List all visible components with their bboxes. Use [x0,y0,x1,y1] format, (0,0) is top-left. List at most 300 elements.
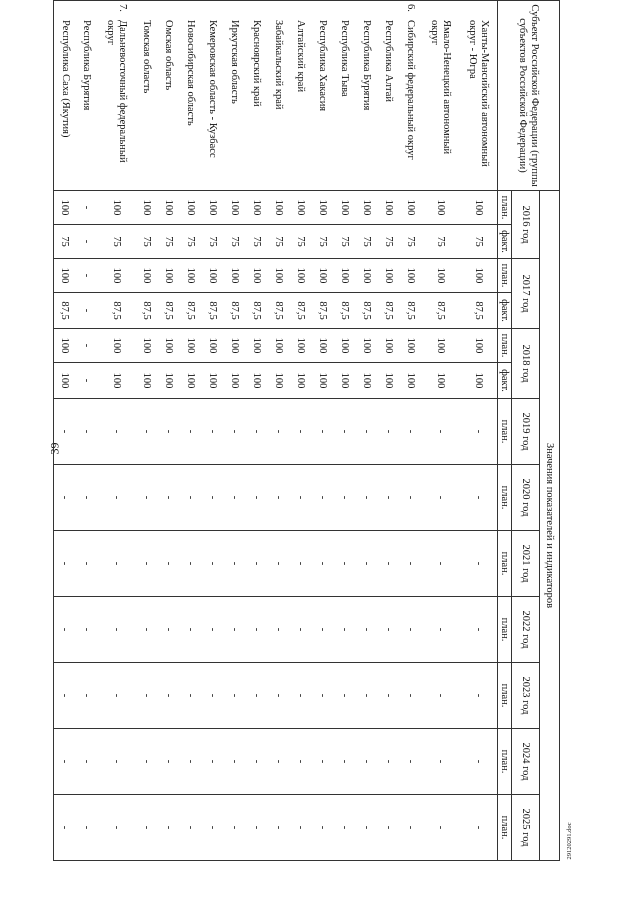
table-row [268,1,290,861]
value-cell: - [136,663,158,729]
year-header: 2024 год [512,729,540,795]
value-cell: - [460,597,498,663]
value-cell: - [136,399,158,465]
value-cell: - [460,795,498,861]
value-cell: 100 [98,259,136,293]
value-cell: 75 [290,225,312,259]
value-cell: 75 [98,225,136,259]
value-cell: - [422,729,460,795]
value-cell: 100 [422,259,460,293]
value-cell: 75 [224,225,246,259]
value-cell: 100 [246,191,268,225]
value-cell: 100 [54,329,76,363]
value-cell: - [460,663,498,729]
year-header: 2018 год [512,329,540,399]
value-cell: 75 [158,225,180,259]
year-header: 2017 год [512,259,540,329]
value-cell: - [158,465,180,531]
value-cell: - [224,729,246,795]
subject-name: Ямало-Ненецкий автономный округ [429,20,453,155]
value-cell: 100 [224,259,246,293]
value-cell: 100 [158,363,180,399]
subject-cell [400,1,422,191]
value-cell: 100 [54,259,76,293]
subject-cell [312,1,334,191]
value-cell: - [76,329,98,363]
value-cell: 100 [422,363,460,399]
plan-header: план. [498,729,512,795]
value-cell: - [76,729,98,795]
year-header: 2022 год [512,597,540,663]
value-cell: 100 [400,329,422,363]
value-cell: 100 [268,259,290,293]
value-cell: 100 [136,329,158,363]
value-cell: 87,5 [224,293,246,329]
value-cell: - [224,597,246,663]
value-cell: - [246,531,268,597]
value-cell: - [76,259,98,293]
value-cell: - [460,465,498,531]
page-number: 39 [47,442,62,455]
value-cell: 100 [136,259,158,293]
value-cell: 100 [400,363,422,399]
subject-name: Красноярский край [251,20,263,107]
value-cell: - [312,531,334,597]
value-cell: - [224,663,246,729]
value-cell: 87,5 [422,293,460,329]
value-cell: - [460,729,498,795]
value-cell: 100 [334,259,356,293]
value-cell: - [422,465,460,531]
value-cell: - [202,465,224,531]
value-cell: - [268,399,290,465]
value-cell: - [76,663,98,729]
value-cell: 87,5 [460,293,498,329]
table-row [290,1,312,861]
value-cell: 100 [356,363,378,399]
year-header: 2021 год [512,531,540,597]
subject-name: Омская область [163,20,175,91]
subject-cell [98,1,136,191]
value-cell: 100 [312,191,334,225]
value-cell: - [334,399,356,465]
value-cell: 100 [422,191,460,225]
value-cell: 100 [202,363,224,399]
value-cell: - [268,795,290,861]
value-cell: - [400,531,422,597]
subject-name: Республика Саха (Якутия) [59,20,71,138]
value-cell: 75 [400,225,422,259]
value-cell: 87,5 [202,293,224,329]
value-cell: 100 [268,191,290,225]
subject-column-header: Субъект Российской Федерации (группы субъектов Российской Федерации) [498,1,560,191]
plan-header: план. [498,795,512,861]
value-cell: - [202,597,224,663]
value-cell: 75 [334,225,356,259]
value-cell: - [76,399,98,465]
year-header: 2016 год [512,191,540,259]
value-cell: 100 [158,259,180,293]
subject-cell [54,1,76,191]
subject-name: Иркутская область [229,20,241,104]
value-cell: 75 [356,225,378,259]
value-cell: - [290,597,312,663]
value-cell: - [422,531,460,597]
value-cell: - [312,465,334,531]
value-cell: - [54,597,76,663]
value-cell: 100 [158,329,180,363]
plan-header: план. [498,259,512,293]
value-cell: - [76,293,98,329]
value-cell: - [202,531,224,597]
subject-name: Республика Алтай [383,20,395,103]
subject-name: Кемеровская область - Кузбасс [207,20,219,158]
value-cell: - [180,465,202,531]
value-cell: - [268,531,290,597]
value-cell: 87,5 [246,293,268,329]
value-cell: - [54,663,76,729]
value-cell: 100 [312,329,334,363]
subject-cell [334,1,356,191]
value-cell: 100 [246,329,268,363]
value-cell: - [268,663,290,729]
value-cell: 100 [400,191,422,225]
value-cell: - [180,729,202,795]
value-cell: 100 [356,329,378,363]
value-cell: 75 [136,225,158,259]
value-cell: - [356,795,378,861]
value-cell: 100 [290,191,312,225]
value-cell: 87,5 [268,293,290,329]
subject-name: Томская область [141,20,153,94]
value-cell: 100 [268,329,290,363]
year-header: 2019 год [512,399,540,465]
value-cell: 100 [180,191,202,225]
indicators-table [53,0,560,861]
value-cell: - [356,597,378,663]
value-cell: - [158,399,180,465]
value-cell: 100 [98,363,136,399]
value-cell: 87,5 [136,293,158,329]
subject-name: Сибирский федеральный округ [405,20,417,160]
value-cell: - [202,663,224,729]
value-cell: 100 [268,363,290,399]
value-cell: - [400,465,422,531]
value-cell: - [246,729,268,795]
value-cell: - [246,399,268,465]
value-cell: - [290,531,312,597]
value-cell: 100 [98,329,136,363]
subject-cell [224,1,246,191]
value-cell: - [378,597,400,663]
subject-cell [356,1,378,191]
value-cell: - [76,191,98,225]
value-cell: - [76,363,98,399]
table-row [460,1,498,861]
value-cell: 100 [224,329,246,363]
value-cell: - [136,729,158,795]
value-cell: - [158,729,180,795]
values-group-header: Значения показателей и индикаторов [540,191,560,861]
value-cell: 100 [180,363,202,399]
value-cell: - [290,795,312,861]
value-cell: - [98,399,136,465]
value-cell: - [422,597,460,663]
fact-header: факт. [498,363,512,399]
table-row [422,1,460,861]
value-cell: - [268,597,290,663]
value-cell: - [180,663,202,729]
table-row [202,1,224,861]
value-cell: - [98,465,136,531]
value-cell: - [334,531,356,597]
fact-header: факт. [498,293,512,329]
subject-name: Республика Бурятия [361,20,373,111]
value-cell: 75 [202,225,224,259]
value-cell: 87,5 [400,293,422,329]
value-cell: - [158,531,180,597]
value-cell: 100 [246,259,268,293]
value-cell: - [98,597,136,663]
value-cell: 100 [180,329,202,363]
value-cell: - [378,399,400,465]
value-cell: - [268,465,290,531]
value-cell: - [76,795,98,861]
value-cell: 100 [290,259,312,293]
value-cell: 100 [356,191,378,225]
value-cell: - [158,795,180,861]
value-cell: 100 [312,259,334,293]
table-row [356,1,378,861]
value-cell: - [224,531,246,597]
value-cell: - [268,729,290,795]
value-cell: - [98,795,136,861]
value-cell: - [224,795,246,861]
value-cell: - [378,663,400,729]
value-cell: - [356,729,378,795]
value-cell: - [136,465,158,531]
year-header: 2023 год [512,663,540,729]
value-cell: 75 [246,225,268,259]
value-cell: 87,5 [290,293,312,329]
value-cell: 87,5 [180,293,202,329]
value-cell: 100 [312,363,334,399]
plan-header: план. [498,531,512,597]
value-cell: - [334,465,356,531]
value-cell: 100 [202,191,224,225]
value-cell: 100 [224,363,246,399]
value-cell: - [312,795,334,861]
value-cell: - [290,465,312,531]
value-cell: 75 [54,225,76,259]
value-cell: 100 [246,363,268,399]
table-row [378,1,400,861]
plan-header: план. [498,597,512,663]
value-cell: - [136,795,158,861]
value-cell: - [460,531,498,597]
plan-header: план. [498,663,512,729]
value-cell: 87,5 [98,293,136,329]
value-cell: 100 [460,259,498,293]
value-cell: 100 [378,329,400,363]
table-row [54,1,76,861]
value-cell: - [76,465,98,531]
value-cell: 100 [180,259,202,293]
subject-cell [158,1,180,191]
value-cell: - [400,597,422,663]
subject-cell [268,1,290,191]
value-cell: - [246,597,268,663]
plan-header: план. [498,329,512,363]
value-cell: - [356,465,378,531]
subject-name: Новосибирская область [185,20,197,126]
subject-cell [202,1,224,191]
value-cell: - [98,729,136,795]
value-cell: 75 [312,225,334,259]
plan-header: план. [498,399,512,465]
value-cell: 100 [334,363,356,399]
value-cell: 100 [422,329,460,363]
table-row [98,1,136,861]
value-cell: - [180,399,202,465]
value-cell: - [378,729,400,795]
subject-name: Дальневосточный федеральный округ [105,20,129,163]
value-cell: - [378,531,400,597]
value-cell: - [312,663,334,729]
value-cell: 75 [180,225,202,259]
value-cell: - [54,795,76,861]
rotated-table-container [59,0,560,847]
value-cell: - [246,663,268,729]
value-cell: - [180,795,202,861]
value-cell: - [422,399,460,465]
table-body [54,1,498,861]
value-cell: - [290,663,312,729]
subject-name: Республика Бурятия [81,20,93,111]
year-header: 2020 год [512,465,540,531]
row-number: 7. [117,4,129,12]
value-cell: - [290,399,312,465]
value-cell: 87,5 [334,293,356,329]
value-cell: - [76,225,98,259]
value-cell: - [460,399,498,465]
value-cell: 100 [54,191,76,225]
value-cell: 75 [268,225,290,259]
value-cell: 100 [136,363,158,399]
value-cell: 100 [54,363,76,399]
value-cell: - [400,795,422,861]
plan-header: план. [498,465,512,531]
subject-cell [246,1,268,191]
value-cell: 75 [422,225,460,259]
value-cell: - [356,663,378,729]
value-cell: - [246,465,268,531]
subject-name: Забайкальский край [273,20,285,110]
table-row [400,1,422,861]
fact-header: факт. [498,225,512,259]
value-cell: - [312,729,334,795]
value-cell: - [224,399,246,465]
value-cell: 100 [136,191,158,225]
value-cell: 87,5 [356,293,378,329]
value-cell: - [334,795,356,861]
value-cell: 100 [378,259,400,293]
table-row [334,1,356,861]
value-cell: - [180,597,202,663]
value-cell: - [54,729,76,795]
subject-name: Республика Хакасия [317,20,329,112]
subject-name: Ханты-Мансийский автономный округ - Югра [467,20,490,167]
value-cell: - [422,663,460,729]
value-cell: 87,5 [312,293,334,329]
value-cell: - [98,663,136,729]
value-cell: - [356,399,378,465]
value-cell: - [334,663,356,729]
subject-cell [460,1,498,191]
table-row [224,1,246,861]
value-cell: 100 [460,191,498,225]
value-cell: - [400,663,422,729]
value-cell: - [422,795,460,861]
value-cell: 100 [378,363,400,399]
subject-name: Алтайский край [295,20,307,93]
value-cell: 100 [460,329,498,363]
value-cell: 75 [378,225,400,259]
value-cell: - [54,465,76,531]
value-cell: - [54,531,76,597]
table-row [158,1,180,861]
value-cell: - [202,729,224,795]
value-cell: - [334,729,356,795]
value-cell: - [290,729,312,795]
value-cell: 100 [98,191,136,225]
value-cell: - [356,531,378,597]
value-cell: - [76,597,98,663]
value-cell: - [202,399,224,465]
subject-cell [136,1,158,191]
value-cell: - [158,597,180,663]
value-cell: - [136,597,158,663]
value-cell: - [400,729,422,795]
value-cell: 100 [334,329,356,363]
plan-header: план. [498,191,512,225]
value-cell: 100 [202,329,224,363]
value-cell: - [224,465,246,531]
value-cell: - [312,399,334,465]
value-cell: 100 [356,259,378,293]
table-row [180,1,202,861]
value-cell: - [334,597,356,663]
value-cell: - [180,531,202,597]
value-cell: - [202,795,224,861]
subject-cell [180,1,202,191]
value-cell: 100 [290,363,312,399]
table-row [76,1,98,861]
value-cell: 100 [158,191,180,225]
row-number: 6. [405,4,417,12]
value-cell: 100 [290,329,312,363]
value-cell: - [312,597,334,663]
value-cell: - [400,399,422,465]
value-cell: - [378,465,400,531]
subject-cell [290,1,312,191]
year-header: 2025 год [512,795,540,861]
value-cell: - [158,663,180,729]
value-cell: 87,5 [378,293,400,329]
subject-cell [378,1,400,191]
value-cell: - [76,531,98,597]
footer-doc-name: 29120291.doc [566,822,573,860]
